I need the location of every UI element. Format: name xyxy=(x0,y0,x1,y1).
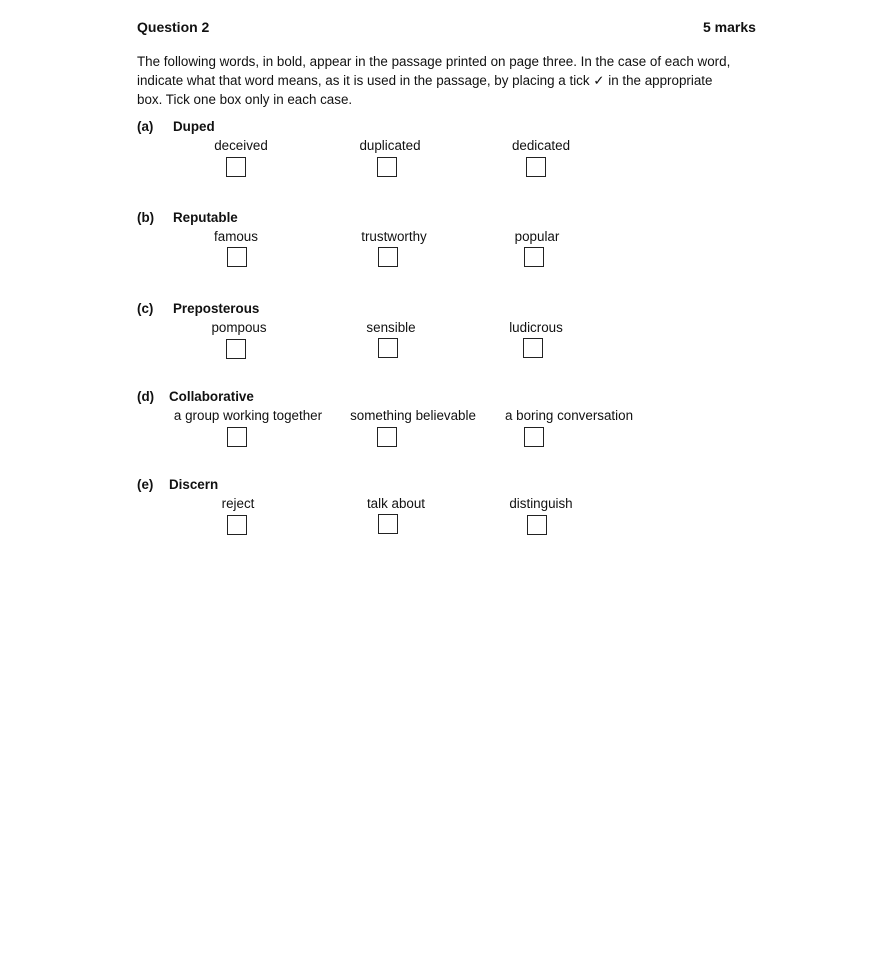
item-e-option-2-label: talk about xyxy=(366,496,426,511)
item-c-option-2-checkbox[interactable] xyxy=(378,338,398,358)
item-d-letter: (d) xyxy=(137,389,155,404)
item-a-option-1-checkbox[interactable] xyxy=(226,157,246,177)
item-c-option-3-checkbox[interactable] xyxy=(523,338,543,358)
item-e-option-2-checkbox[interactable] xyxy=(378,514,398,534)
item-b-word: Reputable xyxy=(173,210,238,225)
item-d-option-2-checkbox[interactable] xyxy=(377,427,397,447)
item-a-option-3-label: dedicated xyxy=(511,138,571,153)
item-c-option-2-label: sensible xyxy=(366,320,416,335)
item-b-option-1-checkbox[interactable] xyxy=(227,247,247,267)
item-c-option-3-label: ludicrous xyxy=(509,320,563,335)
item-d-word: Collaborative xyxy=(169,389,254,404)
item-a-word: Duped xyxy=(173,119,215,134)
item-d-option-2-label: something believable xyxy=(350,408,476,423)
item-a-option-3-checkbox[interactable] xyxy=(526,157,546,177)
item-b-option-1-label: famous xyxy=(214,229,258,244)
item-c-letter: (c) xyxy=(137,301,154,316)
item-c-option-1-checkbox[interactable] xyxy=(226,339,246,359)
item-d-option-1-checkbox[interactable] xyxy=(227,427,247,447)
item-e-option-1-checkbox[interactable] xyxy=(227,515,247,535)
item-b-letter: (b) xyxy=(137,210,155,225)
item-b-option-2-checkbox[interactable] xyxy=(378,247,398,267)
item-c-word: Preposterous xyxy=(173,301,260,316)
item-e-letter: (e) xyxy=(137,477,154,492)
item-a-option-2-label: duplicated xyxy=(359,138,421,153)
item-b-option-3-checkbox[interactable] xyxy=(524,247,544,267)
item-a-letter: (a) xyxy=(137,119,154,134)
item-b-option-3-label: popular xyxy=(514,229,560,244)
item-a-option-1-label: deceived xyxy=(214,138,268,153)
item-d-option-3-checkbox[interactable] xyxy=(524,427,544,447)
item-c-option-1-label: pompous xyxy=(211,320,267,335)
item-d-option-3-label: a boring conversation xyxy=(504,408,634,423)
item-b-option-2-label: trustworthy xyxy=(361,229,427,244)
item-d-option-1-label: a group working together xyxy=(173,408,323,423)
item-e-option-3-checkbox[interactable] xyxy=(527,515,547,535)
item-a-option-2-checkbox[interactable] xyxy=(377,157,397,177)
marks-label: 5 marks xyxy=(703,19,756,35)
item-e-option-3-label: distinguish xyxy=(509,496,573,511)
item-e-word: Discern xyxy=(169,477,219,492)
instructions-text: The following words, in bold, appear in the passage printed on page three. In the case of each word, indicate what that word means, as it is used in the passage, by placing a tick ✓ in the appropriate box. Tick one box only in each case. xyxy=(137,54,731,107)
item-e-option-1-label: reject xyxy=(221,496,255,511)
question-title: Question 2 xyxy=(137,19,210,35)
